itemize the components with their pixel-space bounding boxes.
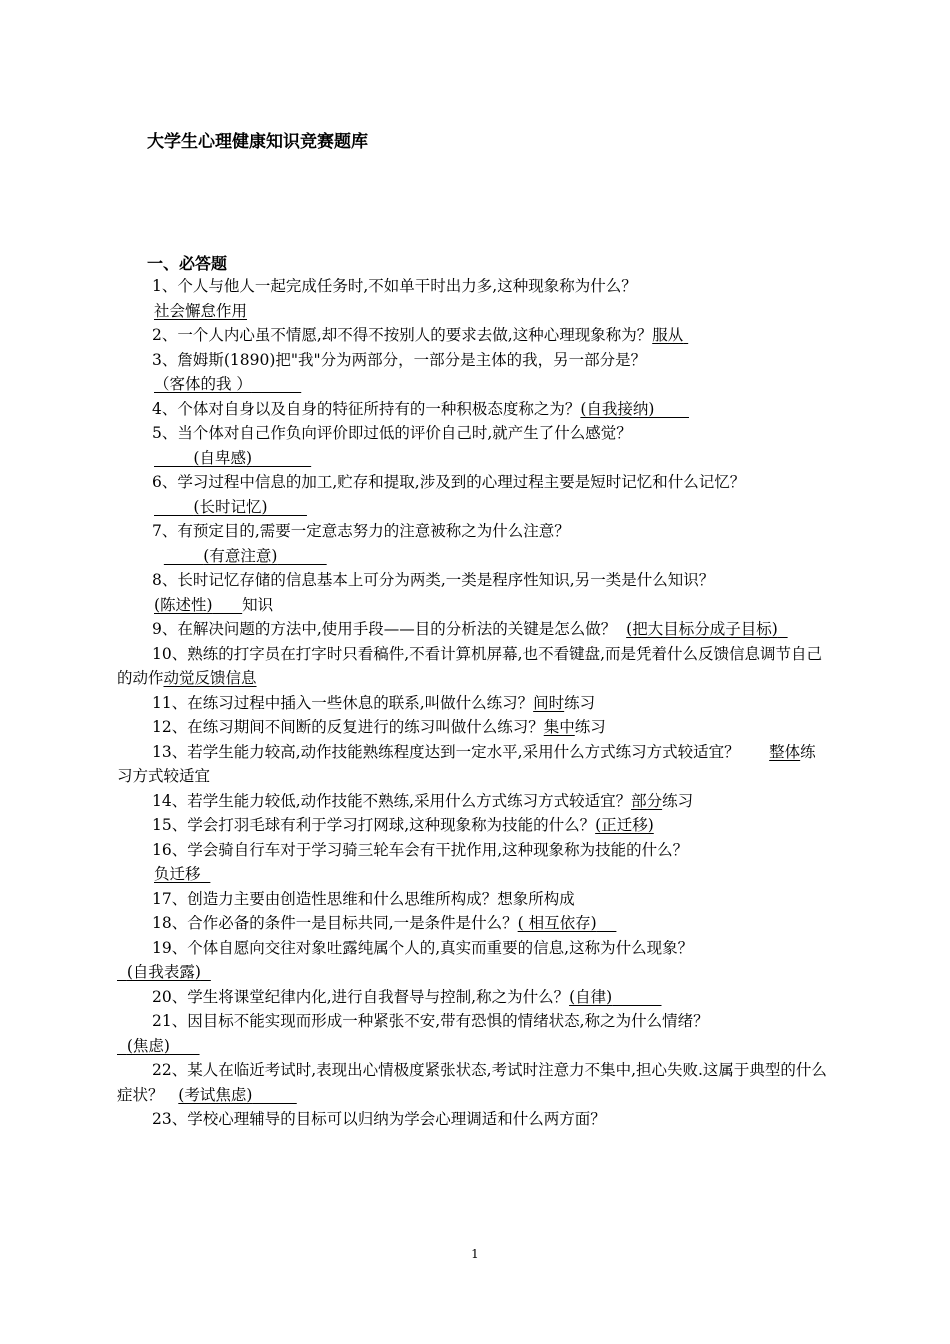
- question-14: 14、若学生能力较低,动作技能不熟练,采用什么方式练习方式较适宜？部分练习: [152, 791, 694, 810]
- answer-9: (把大目标分成子目标): [626, 620, 778, 638]
- answer-15: (正迁移): [595, 816, 654, 834]
- answer-21: (焦虑): [126, 1036, 170, 1055]
- answer-12: 集中: [543, 718, 575, 736]
- answer-11: 间时: [533, 693, 565, 712]
- page-title: 大学生心理健康知识竞赛题库: [147, 132, 368, 152]
- question-19: 19、个体自愿向交往对象吐露纯属个人的,真实而重要的信息,这称为什么现象？: [152, 938, 694, 957]
- question-22: 22、某人在临近考试时,表现出心情极度紧张状态,考试时注意力不集中,担心失败.这属于典型的什么症状？ (考试焦虑): [117, 1061, 827, 1104]
- answer-2: 服从: [652, 326, 684, 344]
- answer-16: 负迁移: [154, 865, 201, 883]
- question-2: 2、一个人内心虽不情愿,却不得不按别人的要求去做,这种心理现象称为？服从: [152, 326, 684, 344]
- question-15: 15、学会打羽毛球有利于学习打网球,这种现象称为技能的什么？(正迁移): [152, 816, 654, 834]
- question-5: 5、当个体对自己作负向评价即过低的评价自己时,就产生了什么感觉？: [152, 424, 632, 442]
- question-4: 4、个体对自身以及自身的特征所持有的一种积极态度称之为？(自我接纳): [152, 399, 655, 418]
- answer-10: 动觉反馈信息: [163, 669, 257, 687]
- question-12: 12、在练习期间不间断的反复进行的练习叫做什么练习？集中练习: [152, 718, 606, 736]
- answer-18: ( 相互依存): [517, 914, 597, 932]
- answer-13: 整体: [769, 742, 801, 761]
- section-heading: 一、必答题: [147, 254, 228, 273]
- question-6: 6、学习过程中信息的加工,贮存和提取,涉及到的心理过程主要是短时记忆和什么记忆？: [152, 473, 746, 491]
- answer-3: （客体的我 ）: [154, 375, 252, 393]
- question-9: 9、在解决问题的方法中,使用手段——目的分析法的关键是怎么做？ (把大目标分成子目标): [152, 620, 778, 638]
- question-20: 20、学生将课堂纪律内化,进行自我督导与控制,称之为什么？(自律): [152, 987, 613, 1006]
- page-number: 1: [471, 1247, 479, 1261]
- answer-7: (有意注意): [203, 546, 278, 565]
- question-8: 8、长时记忆存储的信息基本上可分为两类,一类是程序性知识,另一类是什么知识？: [152, 571, 715, 589]
- answer-6: (长时记忆): [193, 497, 268, 516]
- question-7: 7、有预定目的,需要一定意志努力的注意被称之为什么注意？: [152, 522, 570, 540]
- answer-20: (自律): [569, 987, 613, 1006]
- question-18: 18、合作必备的条件一是目标共同,一是条件是什么？( 相互依存): [152, 914, 597, 932]
- question-21: 21、因目标不能实现而形成一种紧张不安,带有恐惧的情绪状态,称之为什么情绪？: [152, 1012, 709, 1030]
- answer-14: 部分: [631, 791, 663, 810]
- answer-1: 社会懈怠作用: [154, 301, 248, 320]
- answer-22: (考试焦虑): [178, 1085, 253, 1104]
- question-13: 13、若学生能力较高,动作技能熟练程度达到一定水平,采用什么方式练习方式较适宜？ 整体练习方式较适宜: [117, 742, 816, 785]
- question-list: [117, 274, 827, 1132]
- question-23: 23、学校心理辅导的目标可以归纳为学会心理调适和什么两方面？: [152, 1110, 606, 1128]
- question-16: 16、学会骑自行车对于学习骑三轮车会有干扰作用,这种现象称为技能的什么？: [152, 840, 689, 859]
- question-1: 1、个人与他人一起完成任务时,不如单干时出力多,这种现象称为什么？: [152, 277, 637, 295]
- answer-17: 想象所构成: [497, 889, 575, 908]
- answer-5: (自卑感): [193, 448, 253, 467]
- answer-4: (自我接纳): [580, 399, 655, 418]
- answer-19: (自我表露): [126, 963, 201, 981]
- answer-8: (陈述性) 知识: [154, 595, 274, 614]
- question-17: 17、创造力主要由创造性思维和什么思维所构成？想象所构成: [152, 889, 575, 908]
- question-11: 11、在练习过程中插入一些休息的联系,叫做什么练习？间时练习: [152, 693, 596, 712]
- question-3: 3、詹姆斯(1890)把"我"分为两部分，一部分是主体的我，另一部分是？: [152, 350, 647, 369]
- question-10: 10、熟练的打字员在打字时只看稿件,不看计算机屏幕,也不看键盘,而是凭着什么反馈信息调节自己的动作动觉反馈信息: [117, 644, 823, 687]
